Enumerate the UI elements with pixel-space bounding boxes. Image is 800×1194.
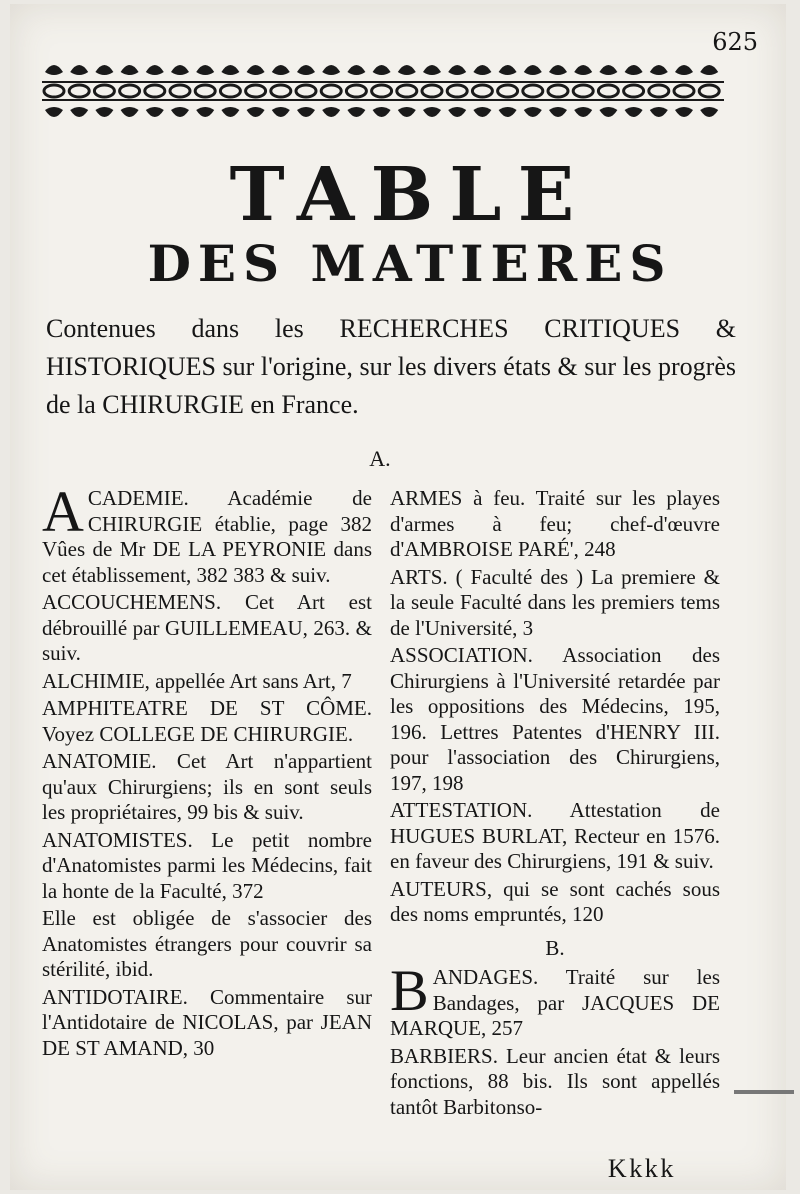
ornament-flower xyxy=(423,65,441,75)
ornament-flower xyxy=(146,65,164,75)
entry xyxy=(390,1044,720,1121)
ornament-flower xyxy=(347,107,365,117)
ornament-chain-link xyxy=(220,85,240,97)
ornament-flower xyxy=(146,107,164,117)
ornament-flower xyxy=(700,107,718,117)
ornament-flower xyxy=(398,107,416,117)
entry xyxy=(42,696,372,747)
ornament-chain-link xyxy=(649,85,669,97)
ornament-flower xyxy=(247,107,265,117)
entry-text: CADEMIE. Académie de CHIRURGIE établie, page 382 Vûes de Mr DE LA PEYRONIE dans cet établissement, 382 383 & suiv. xyxy=(42,486,372,587)
ornament-chain-link xyxy=(472,85,492,97)
ornament-flower xyxy=(347,65,365,75)
ornament-flower xyxy=(247,65,265,75)
ornament-flower xyxy=(599,107,617,117)
section-heading-a: A. xyxy=(369,446,391,471)
ornament-flower xyxy=(272,107,290,117)
subtitle: Contenues dans les RECHERCHES CRITIQUES & HISTORIQUES sur l'origine, sur les divers états & sur les progrès de la CHIRURGIE en France. xyxy=(46,314,736,419)
ornament-flower xyxy=(650,107,668,117)
ornament-chain-link xyxy=(397,85,417,97)
ornament-flower xyxy=(524,107,542,117)
ornament-flower xyxy=(297,65,315,75)
entry xyxy=(42,906,372,983)
section-heading-b: B. xyxy=(545,935,565,960)
ornament-chain-link xyxy=(447,85,467,97)
ornament-chain-link xyxy=(170,85,190,97)
ornament-chain-link xyxy=(44,85,64,97)
ornament-flower xyxy=(448,107,466,117)
ornament-chain-link xyxy=(195,85,215,97)
entry xyxy=(42,479,372,588)
ornament-flower xyxy=(599,65,617,75)
entry xyxy=(42,669,372,695)
ornament-chain-link xyxy=(69,85,89,97)
ornament-chain-link xyxy=(674,85,694,97)
ornament-chain-link xyxy=(321,85,341,97)
ornament-chain-link xyxy=(498,85,518,97)
ornament-flower xyxy=(373,65,391,75)
entry-text: BARBIERS. Leur ancien état & leurs fonctions, 88 bis. Ils sont appellés tantôt Barbitonso- xyxy=(390,1043,720,1119)
ornament-chain-link xyxy=(296,85,316,97)
ornament-flower xyxy=(700,65,718,75)
ornament-flower xyxy=(524,65,542,75)
ornament-chain-link xyxy=(624,85,644,97)
ornament-flower xyxy=(574,65,592,75)
margin-mark xyxy=(734,1090,794,1094)
ornament-flower xyxy=(121,107,139,117)
ornament-flower xyxy=(221,107,239,117)
ornament-chain-link xyxy=(271,85,291,97)
ornament-flower xyxy=(650,65,668,75)
ornament-flower xyxy=(499,65,517,75)
ornament-flower xyxy=(373,107,391,117)
entry-text: ANATOMIE. Cet Art n'appartient qu'aux Chirurgiens; ils en sont seuls les propriétaires, 99 bis & suiv. xyxy=(42,749,372,824)
ornament-chain-link xyxy=(422,85,442,97)
book-page xyxy=(10,4,786,1190)
entry-text: ARMES à feu. Traité sur les playes d'armes à feu; chef-d'œuvre d'AMBROISE PARÉ', 248 xyxy=(390,486,720,561)
ornament-chain-link xyxy=(145,85,165,97)
ornament-flower xyxy=(398,65,416,75)
entry-text: AMPHITEATRE DE ST CÔME. Voyez COLLEGE DE CHIRURGIE. xyxy=(42,696,372,746)
entry xyxy=(390,798,720,875)
entry xyxy=(390,877,720,928)
ornament-flower xyxy=(473,107,491,117)
entry xyxy=(390,958,720,1042)
ornament-flower xyxy=(45,107,63,117)
left-column xyxy=(42,479,372,1063)
entry-text: ANATOMISTES. Le petit nombre d'Anatomistes parmi les Médecins, fait la honte de la Faculté, 372 xyxy=(42,827,372,903)
ornament-flower xyxy=(423,107,441,117)
entry xyxy=(42,985,372,1062)
ornament-flower xyxy=(473,65,491,75)
page-number: 625 xyxy=(712,28,758,56)
entry-text: ACCOUCHEMENS. Cet Art est débrouillé par GUILLEMEAU, 263. & suiv. xyxy=(42,590,372,665)
ornament-chain-link xyxy=(94,85,114,97)
entry-text: ASSOCIATION. Association des Chirurgiens à l'Université retardée par les oppositions des Médecins, 195, 196. Lettres Patentes d'HENRY III. pour l'association des Chirurgiens, 197, 198 xyxy=(390,643,720,795)
ornament-chain-link xyxy=(523,85,543,97)
ornament-chain-link xyxy=(598,85,618,97)
ornament-flower xyxy=(625,107,643,117)
entry-text: AUTEURS, qui se sont cachés sous des noms empruntés, 120 xyxy=(390,876,720,926)
ornament-chain-link xyxy=(246,85,266,97)
ornament-flower xyxy=(499,107,517,117)
ornament-flower xyxy=(272,65,290,75)
catchword: Kkkk xyxy=(607,1154,676,1183)
ornament-flower xyxy=(675,65,693,75)
ornament-flower xyxy=(574,107,592,117)
entry xyxy=(42,590,372,667)
ornament-flower xyxy=(95,107,113,117)
title-line-1: TABLE xyxy=(229,152,591,238)
drop-cap: A xyxy=(42,479,84,544)
ornament-chain-link xyxy=(699,85,719,97)
ornament-band xyxy=(42,54,724,128)
ornament-flower xyxy=(297,107,315,117)
entry-text: ALCHIMIE, appellée Art sans Art, 7 xyxy=(42,668,352,693)
entry xyxy=(42,749,372,826)
entry-text: ANTIDOTAIRE. Commentaire sur l'Antidotaire de NICOLAS, par JEAN DE ST AMAND, 30 xyxy=(42,984,372,1060)
drop-cap: B xyxy=(390,958,429,1023)
ornament-flower xyxy=(45,65,63,75)
ornament-flower xyxy=(221,65,239,75)
ornament-flower xyxy=(121,65,139,75)
ornament-flower xyxy=(196,65,214,75)
ornament-flower xyxy=(171,107,189,117)
ornament-flower xyxy=(625,65,643,75)
title-line-2: DES MATIERES xyxy=(147,234,673,293)
ornament-flower xyxy=(70,65,88,75)
entry-text: Elle est obligée de s'associer des Anatomistes étrangers pour couvrir sa stérilité, ibid. xyxy=(42,906,372,981)
ornament-flower xyxy=(549,65,567,75)
entry xyxy=(42,828,372,905)
entry xyxy=(390,565,720,642)
ornament-flower xyxy=(95,65,113,75)
entry-text: ATTESTATION. Attestation de HUGUES BURLAT, Recteur en 1576. en faveur des Chirurgiens, 191 & suiv. xyxy=(390,798,720,873)
entry-text: ARTS. ( Faculté des ) La premiere & la seule Faculté dans les premiers tems de l'Université, 3 xyxy=(390,564,720,640)
ornament-flower xyxy=(196,107,214,117)
entry xyxy=(390,643,720,796)
entry xyxy=(390,486,720,563)
right-column xyxy=(390,486,720,1122)
ornament-chain-link xyxy=(573,85,593,97)
ornament-flower xyxy=(549,107,567,117)
ornament-chain-link xyxy=(548,85,568,97)
ornament-chain-link xyxy=(120,85,140,97)
ornament-flower xyxy=(171,65,189,75)
entry-text: ANDAGES. Traité sur les Bandages, par JACQUES DE MARQUE, 257 xyxy=(390,965,720,1040)
ornament-flower xyxy=(322,107,340,117)
ornament-chain-link xyxy=(346,85,366,97)
ornament-flower xyxy=(675,107,693,117)
ornament-flower xyxy=(70,107,88,117)
ornament-flower xyxy=(322,65,340,75)
ornament-chain-link xyxy=(372,85,392,97)
ornament-flower xyxy=(448,65,466,75)
